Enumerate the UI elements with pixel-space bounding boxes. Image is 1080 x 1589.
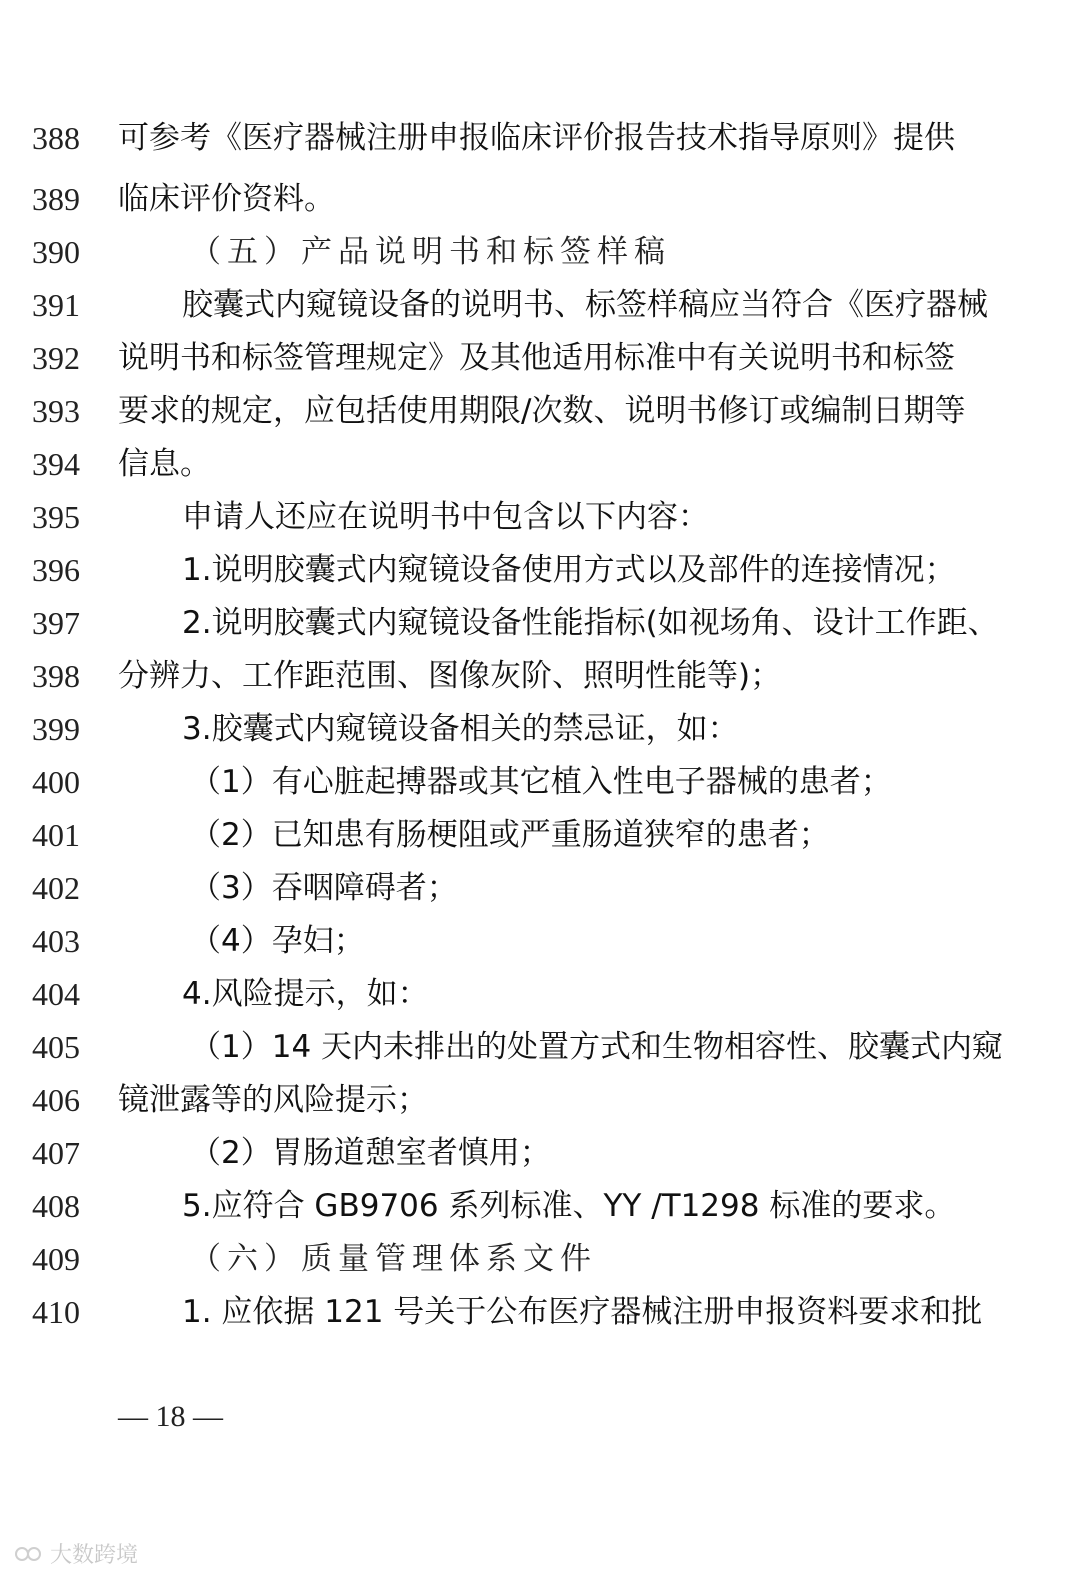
text-line	[0, 809, 1080, 862]
line-text: 可参考《医疗器械注册申报临床评价报告技术指导原则》提供	[118, 120, 955, 156]
watermark	[14, 1538, 138, 1569]
line-text: 3.胶囊式内窥镜设备相关的禁忌证，如：	[182, 711, 739, 747]
text-line	[0, 491, 1080, 544]
line-text: （2）胃肠道憩室者慎用；	[190, 1135, 551, 1171]
text-line	[0, 385, 1080, 438]
line-number: 401	[32, 817, 80, 853]
text-line	[0, 1074, 1080, 1127]
section-heading-line	[0, 226, 1080, 279]
line-number: 410	[32, 1294, 80, 1330]
text-line	[0, 544, 1080, 597]
line-number: 403	[32, 923, 80, 959]
line-text: 镜泄露等的风险提示；	[118, 1082, 428, 1118]
text-line	[0, 332, 1080, 385]
line-number: 390	[32, 234, 80, 270]
section-heading-line	[0, 1233, 1080, 1286]
page-number: — 18 —	[118, 1400, 223, 1433]
line-number: 391	[32, 287, 80, 323]
text-line	[0, 1286, 1080, 1339]
watermark-text: 大数跨境	[50, 1543, 139, 1568]
text-line	[0, 112, 1080, 165]
line-number: 389	[32, 181, 80, 217]
line-text: 1. 应依据 121 号关于公布医疗器械注册申报资料要求和批	[182, 1294, 983, 1330]
text-line	[0, 438, 1080, 491]
line-text: 信息。	[118, 446, 211, 482]
line-text: 要求的规定，应包括使用期限/次数、说明书修订或编制日期等	[118, 393, 966, 429]
line-number: 400	[32, 764, 80, 800]
line-number: 397	[32, 605, 80, 641]
line-number: 393	[32, 393, 80, 429]
line-number: 407	[32, 1135, 80, 1171]
text-line	[0, 862, 1080, 915]
line-number: 394	[32, 446, 80, 482]
line-text: （3）吞咽障碍者；	[190, 870, 458, 906]
line-text: 申请人还应在说明书中包含以下内容：	[182, 499, 709, 535]
line-number: 399	[32, 711, 80, 747]
line-text: 1.说明胶囊式内窥镜设备使用方式以及部件的连接情况；	[182, 552, 956, 588]
line-number: 398	[32, 658, 80, 694]
line-number: 408	[32, 1188, 80, 1224]
line-text: 胶囊式内窥镜设备的说明书、标签样稿应当符合《医疗器械	[182, 287, 988, 323]
text-line	[0, 650, 1080, 703]
text-line	[0, 1021, 1080, 1074]
line-text: 4.风险提示，如：	[182, 976, 429, 1012]
line-number: 395	[32, 499, 80, 535]
line-number: 402	[32, 870, 80, 906]
text-line	[0, 968, 1080, 1021]
text-line	[0, 756, 1080, 809]
line-text: （4）孕妇；	[190, 923, 365, 959]
line-number: 406	[32, 1082, 80, 1118]
line-text: （1）14 天内未排出的处置方式和生物相容性、胶囊式内窥	[190, 1029, 1004, 1065]
line-number: 388	[32, 120, 80, 156]
line-text: 临床评价资料。	[118, 181, 335, 217]
line-text: 说明书和标签管理规定》及其他适用标准中有关说明书和标签	[118, 340, 955, 376]
text-line	[0, 173, 1080, 226]
text-line	[0, 597, 1080, 650]
text-line	[0, 703, 1080, 756]
text-line	[0, 279, 1080, 332]
section-heading: （五）产品说明书和标签样稿	[190, 234, 671, 270]
text-line	[0, 1180, 1080, 1233]
line-number: 404	[32, 976, 80, 1012]
logo-icon	[14, 1543, 44, 1565]
section-heading: （六）质量管理体系文件	[190, 1241, 597, 1277]
line-text: （2）已知患有肠梗阻或严重肠道狭窄的患者；	[190, 817, 830, 853]
line-text: 2.说明胶囊式内窥镜设备性能指标(如视场角、设计工作距、	[182, 605, 999, 641]
line-text: 分辨力、工作距范围、图像灰阶、照明性能等)；	[118, 658, 782, 694]
line-number: 392	[32, 340, 80, 376]
line-number: 396	[32, 552, 80, 588]
line-text: 5.应符合 GB9706 系列标准、YY /T1298 标准的要求。	[182, 1188, 956, 1224]
text-line	[0, 915, 1080, 968]
line-number: 405	[32, 1029, 80, 1065]
line-number: 409	[32, 1241, 80, 1277]
text-line	[0, 1127, 1080, 1180]
line-text: （1）有心脏起搏器或其它植入性电子器械的患者；	[190, 764, 892, 800]
